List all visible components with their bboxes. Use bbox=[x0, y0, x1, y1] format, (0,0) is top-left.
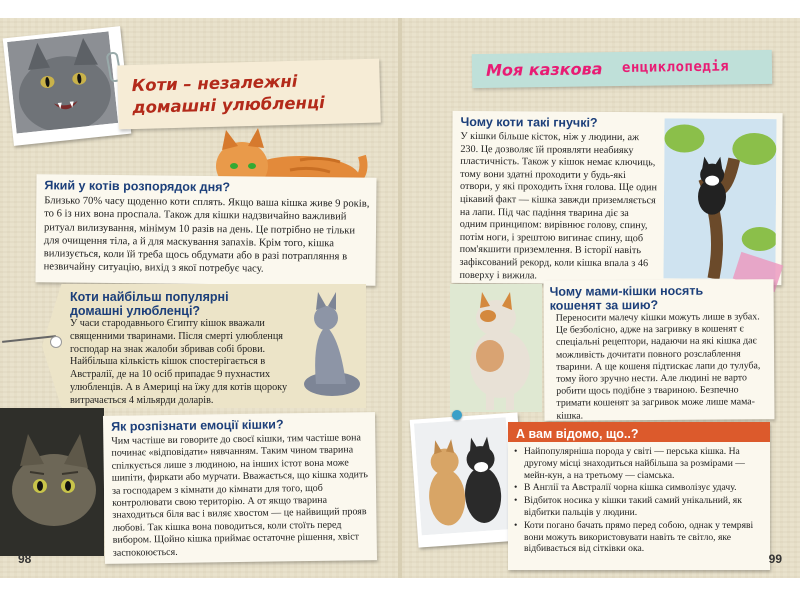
neck-scrap bbox=[544, 279, 775, 421]
neck-text: Переносити малечу кішки можуть лише в зубах. Це безболісно, адже на загривку в кошенят є спеціальні рецептори, надаючи на які кішка дає можливість дочитати повного розслаблення тварини. А ще кошеня підтискає лапи до тулуба, тому його зручно нести. Але людині не варто робити щось подібне з твариною. Безпечно тримати кошенят за загривок може лише мама-кішка. bbox=[555, 311, 761, 422]
flexible-text: У кішки більше кісток, ніж у людини, аж 230. Це дозволяє їй проявляти неабияку пластичність. Також у кішок немає ключиць, тому вони здатні проходити у будь-які отвори, у які проходить їхня голова. Ще один цікавий факт — кішка завжди приземляється на лапи. Під час падіння тварина діє за одним принципом: вирівнює голову, спину, потім ноги, і зрештою вигинає спину, щоб пом'якшити приземлення. В історії навіть зафіксований рекорд, коли кішка впала з 46 поверху і вижила. bbox=[459, 130, 658, 281]
tree-cat-photo bbox=[663, 118, 776, 279]
page-number-left: 98 bbox=[18, 552, 32, 566]
flexible-heading: Чому коти такі гнучкі? bbox=[460, 114, 598, 130]
routine-heading: Який у котів розпорядок дня? bbox=[44, 178, 231, 195]
fact-item: • Коти погано бачать прямо перед собою, однак у темряві вони можуть використовувати навіть те світло, яке відбивається від сітківки ока. bbox=[514, 520, 764, 555]
angry-cat-photo bbox=[3, 26, 132, 146]
mother-cat-photo bbox=[450, 284, 542, 412]
banner-text-accent: енциклопедія bbox=[621, 58, 730, 76]
did-you-know-scrap bbox=[508, 422, 770, 570]
encyclopedia-banner bbox=[472, 50, 772, 88]
flexible-scrap bbox=[451, 111, 782, 285]
title-scrap bbox=[117, 59, 381, 130]
routine-text: Близько 70% часу щоденно коти сплять. Якщо ваша кішка живе 9 років, то 6 із них вона проспала. Також для кішки надзвичайно важливий ритуал вилизування, мінімум 10 разів на день. Це потрібно не тільки для очищення тіла, а й для маскування запахів. Крім того, кішка вилизується, коли їй треба щось обдумати або в разі потрапляння в незвичайну ситуацію, вихід з якої потребує часу. bbox=[43, 195, 370, 276]
popular-text: У часи стародавнього Єгипту кішок вважали священними тваринами. Після смерті улюбленця господар на знак жалоби збривав собі брови. Найбільша кількість кішок спостерігається в Австралії, де на 10 осіб припадає 9 пухнастих улюбленців. А в Америці на їжу для котів щороку витрачається 4 мільярди доларів. bbox=[70, 318, 288, 406]
did-you-know-heading: А вам відомо, що..? bbox=[516, 427, 639, 441]
emotions-text: Чим частіше ви говорите до своєї кішки, тим частіше вона починає «відповідати» нявчанням. Таким чином тварина спілкується лише з людиною, на інших істот вона може шипіти, фиркати або мурчати. Вважається, що кішка ходить за господарем з кімнати до кімнати для того, щоб контролювати свою територію. А от якщо тварина знаходиться біля вас і виляє хвостом — це найвищий прояв любові. Так кішка вона поводиться, коли стоїть перед вибором. Щойно кішка приймає остаточне рішення, хвіст заспокоюється. bbox=[111, 432, 368, 559]
tag-hole-icon bbox=[50, 336, 62, 348]
fact-item: • В Англії та Австралії чорна кішка символізує удачу. bbox=[514, 482, 764, 494]
routine-scrap bbox=[35, 174, 376, 286]
emotions-heading: Як розпізнати емоції кішки? bbox=[111, 417, 284, 434]
right-page bbox=[402, 18, 800, 578]
tabby-cat-photo bbox=[0, 408, 104, 556]
popular-heading: Коти найбільш популярні домашні улюбленці? bbox=[70, 290, 229, 318]
fact-item: • Відбиток носика у кішки такий самий унікальний, як відбитки пальців у людини. bbox=[514, 495, 764, 519]
emotions-scrap bbox=[103, 412, 377, 564]
banner-text-main: Моя казкова bbox=[485, 59, 609, 80]
page-number-right: 99 bbox=[768, 552, 782, 566]
push-pin-icon bbox=[452, 410, 462, 420]
egyptian-cat-statue bbox=[296, 288, 366, 400]
page-title: Коти – незалежні домашні улюбленці bbox=[131, 71, 326, 118]
did-you-know-heading-bar bbox=[508, 422, 770, 442]
neck-heading: Чому мами-кішки носять кошенят за шию? bbox=[549, 283, 704, 313]
left-page bbox=[0, 18, 398, 578]
facts-list bbox=[514, 446, 764, 556]
fact-item: • Найпопулярніша порода у світі — перська кішка. На другому місці знаходиться найбільша за розмірами — мейн-кун, а на третьому — сіамська. bbox=[514, 446, 764, 481]
